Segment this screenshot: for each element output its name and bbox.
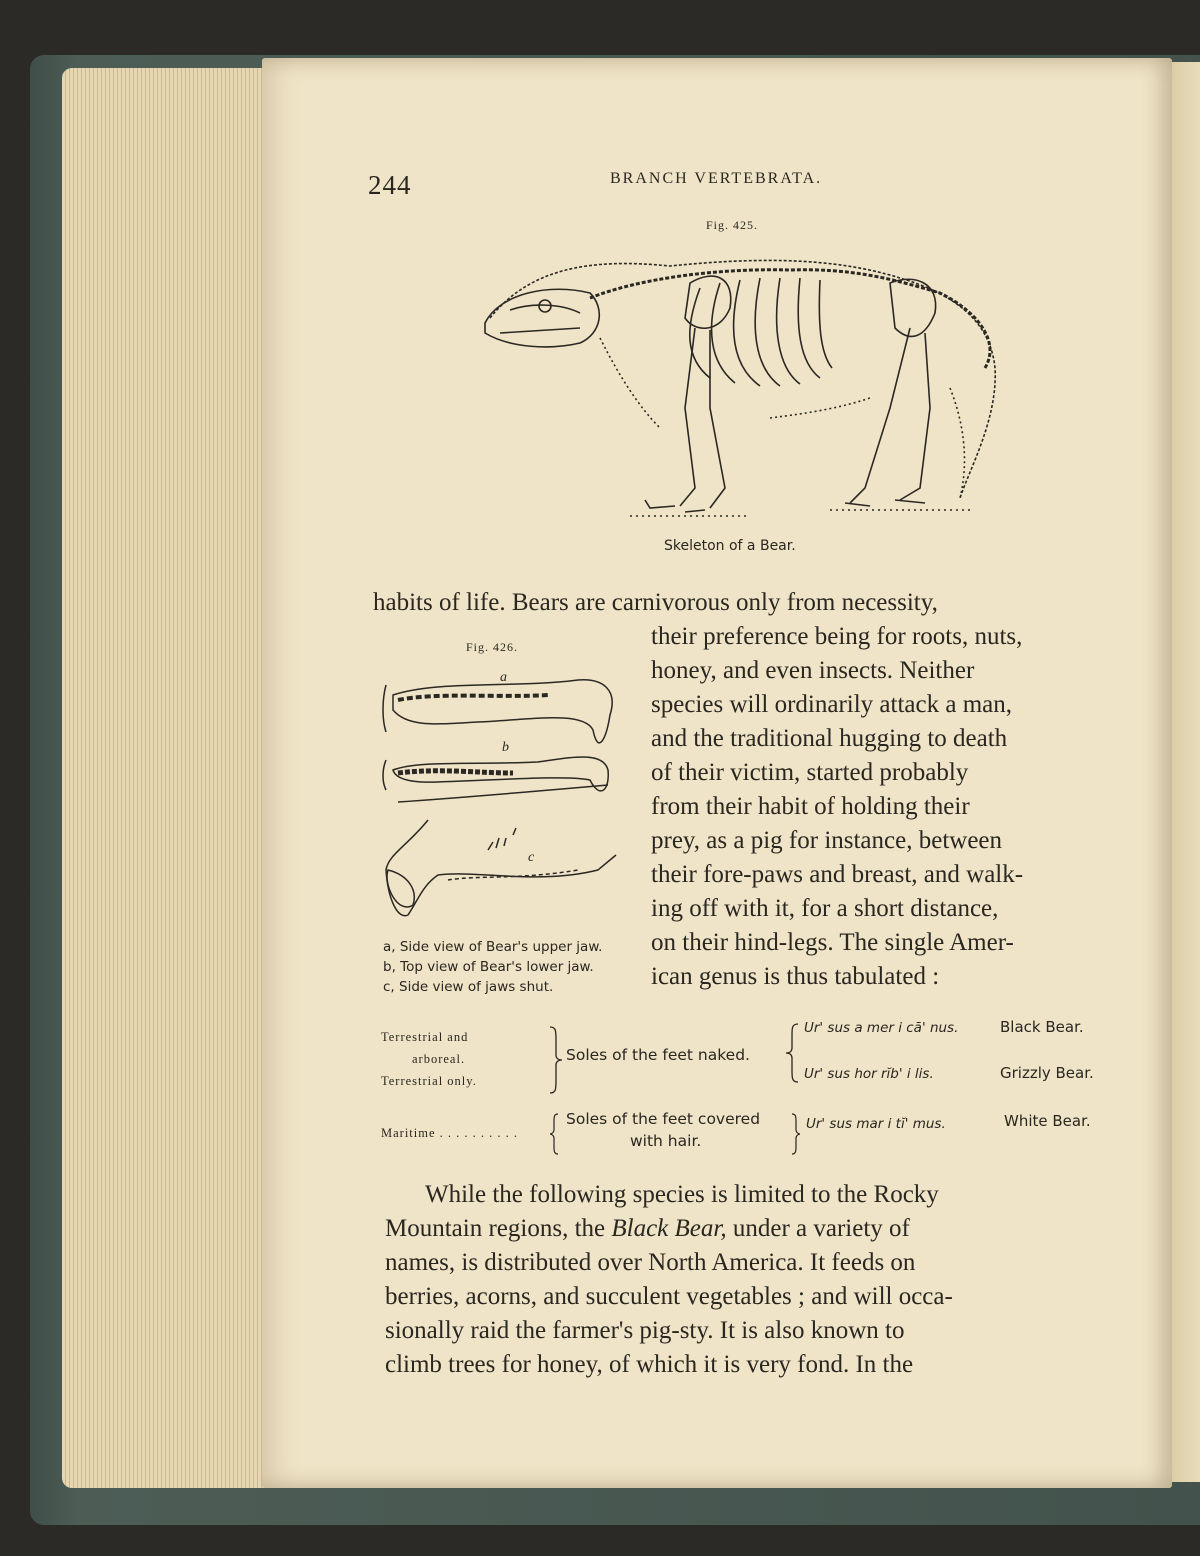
fig-425-caption: Skeleton of a Bear.: [664, 538, 796, 554]
text-line: honey, and even insects. Neither: [651, 657, 975, 684]
fig-425-label: Fig. 425.: [706, 218, 759, 232]
brace-left-2: [548, 1112, 560, 1156]
facing-page-edge: [1168, 62, 1200, 1482]
fig-426-letter-c: c: [528, 850, 535, 865]
fig-426-caption-b: b, Top view of Bear's lower jaw.: [383, 959, 594, 975]
text-line: prey, as a pig for instance, between: [651, 827, 1003, 854]
text-span: Mountain regions, the: [385, 1215, 606, 1242]
common-grizzly-bear: Grizzly Bear.: [1000, 1064, 1094, 1082]
brace-left-1: [784, 1022, 800, 1084]
common-black-bear: Black Bear.: [1000, 1018, 1084, 1036]
feet-naked: Soles of the feet naked.: [566, 1046, 750, 1064]
text-line: of their victim, started probably: [651, 759, 969, 786]
fig-426-label: Fig. 426.: [466, 640, 519, 654]
brace-right-1: [548, 1025, 564, 1095]
fig-426-caption-c: c, Side view of jaws shut.: [383, 979, 554, 995]
habitat-arboreal: arboreal.: [412, 1052, 466, 1066]
text-span: under a variety of: [732, 1215, 910, 1242]
text-line: names, is distributed over North America. It feeds on: [385, 1249, 916, 1276]
page-number: 244: [368, 170, 412, 200]
text-line: ican genus is thus tabulated :: [651, 963, 940, 990]
fig-426-letter-a: a: [500, 670, 507, 685]
feet-covered-cont: with hair.: [630, 1132, 702, 1150]
text-line-mixed: [385, 1212, 910, 1246]
text-line: sionally raid the farmer's pig-sty. It is also known to: [385, 1317, 905, 1344]
species-black-bear: Ur' sus a mer i cā' nus.: [804, 1020, 959, 1036]
running-head: BRANCH VERTEBRATA.: [610, 170, 823, 187]
text-line: While the following species is limited to the Rocky: [425, 1181, 939, 1208]
text-line: on their hind-legs. The single Amer-: [651, 929, 1014, 956]
text-line: their fore-paws and breast, and walk-: [651, 861, 1024, 888]
bear-skeleton-illustration: [470, 238, 1010, 528]
text-line: berries, acorns, and succulent vegetables ; and will occa-: [385, 1283, 953, 1310]
text-line: climb trees for honey, of which it is very fond. In the: [385, 1351, 914, 1378]
habitat-terrestrial-arboreal: Terrestrial and: [381, 1030, 469, 1044]
para1-first-line: habits of life. Bears are carnivorous only from necessity,: [373, 589, 938, 616]
text-line: their preference being for roots, nuts,: [651, 623, 1023, 650]
brace-right-2: [790, 1112, 802, 1156]
text-line: species will ordinarily attack a man,: [651, 691, 1012, 718]
feet-covered: Soles of the feet covered: [566, 1110, 761, 1128]
bear-jaw-illustration: [378, 670, 628, 920]
common-white-bear: White Bear.: [1004, 1112, 1091, 1130]
fig-426-letter-b: b: [502, 740, 509, 755]
habitat-maritime: Maritime . . . . . . . . . .: [381, 1126, 519, 1140]
italic-term-black-bear: Black Bear,: [611, 1215, 727, 1242]
fig-426-caption-a: a, Side view of Bear's upper jaw.: [383, 939, 603, 955]
page-edges: [62, 68, 267, 1488]
text-line: from their habit of holding their: [651, 793, 970, 820]
species-white-bear: Ur' sus mar i tĭ' mus.: [806, 1116, 946, 1132]
text-line: ing off with it, for a short distance,: [651, 895, 999, 922]
species-grizzly-bear: Ur' sus hor rĭb' i lis.: [804, 1066, 934, 1082]
text-line: and the traditional hugging to death: [651, 725, 1008, 752]
habitat-terrestrial-only: Terrestrial only.: [381, 1074, 477, 1088]
